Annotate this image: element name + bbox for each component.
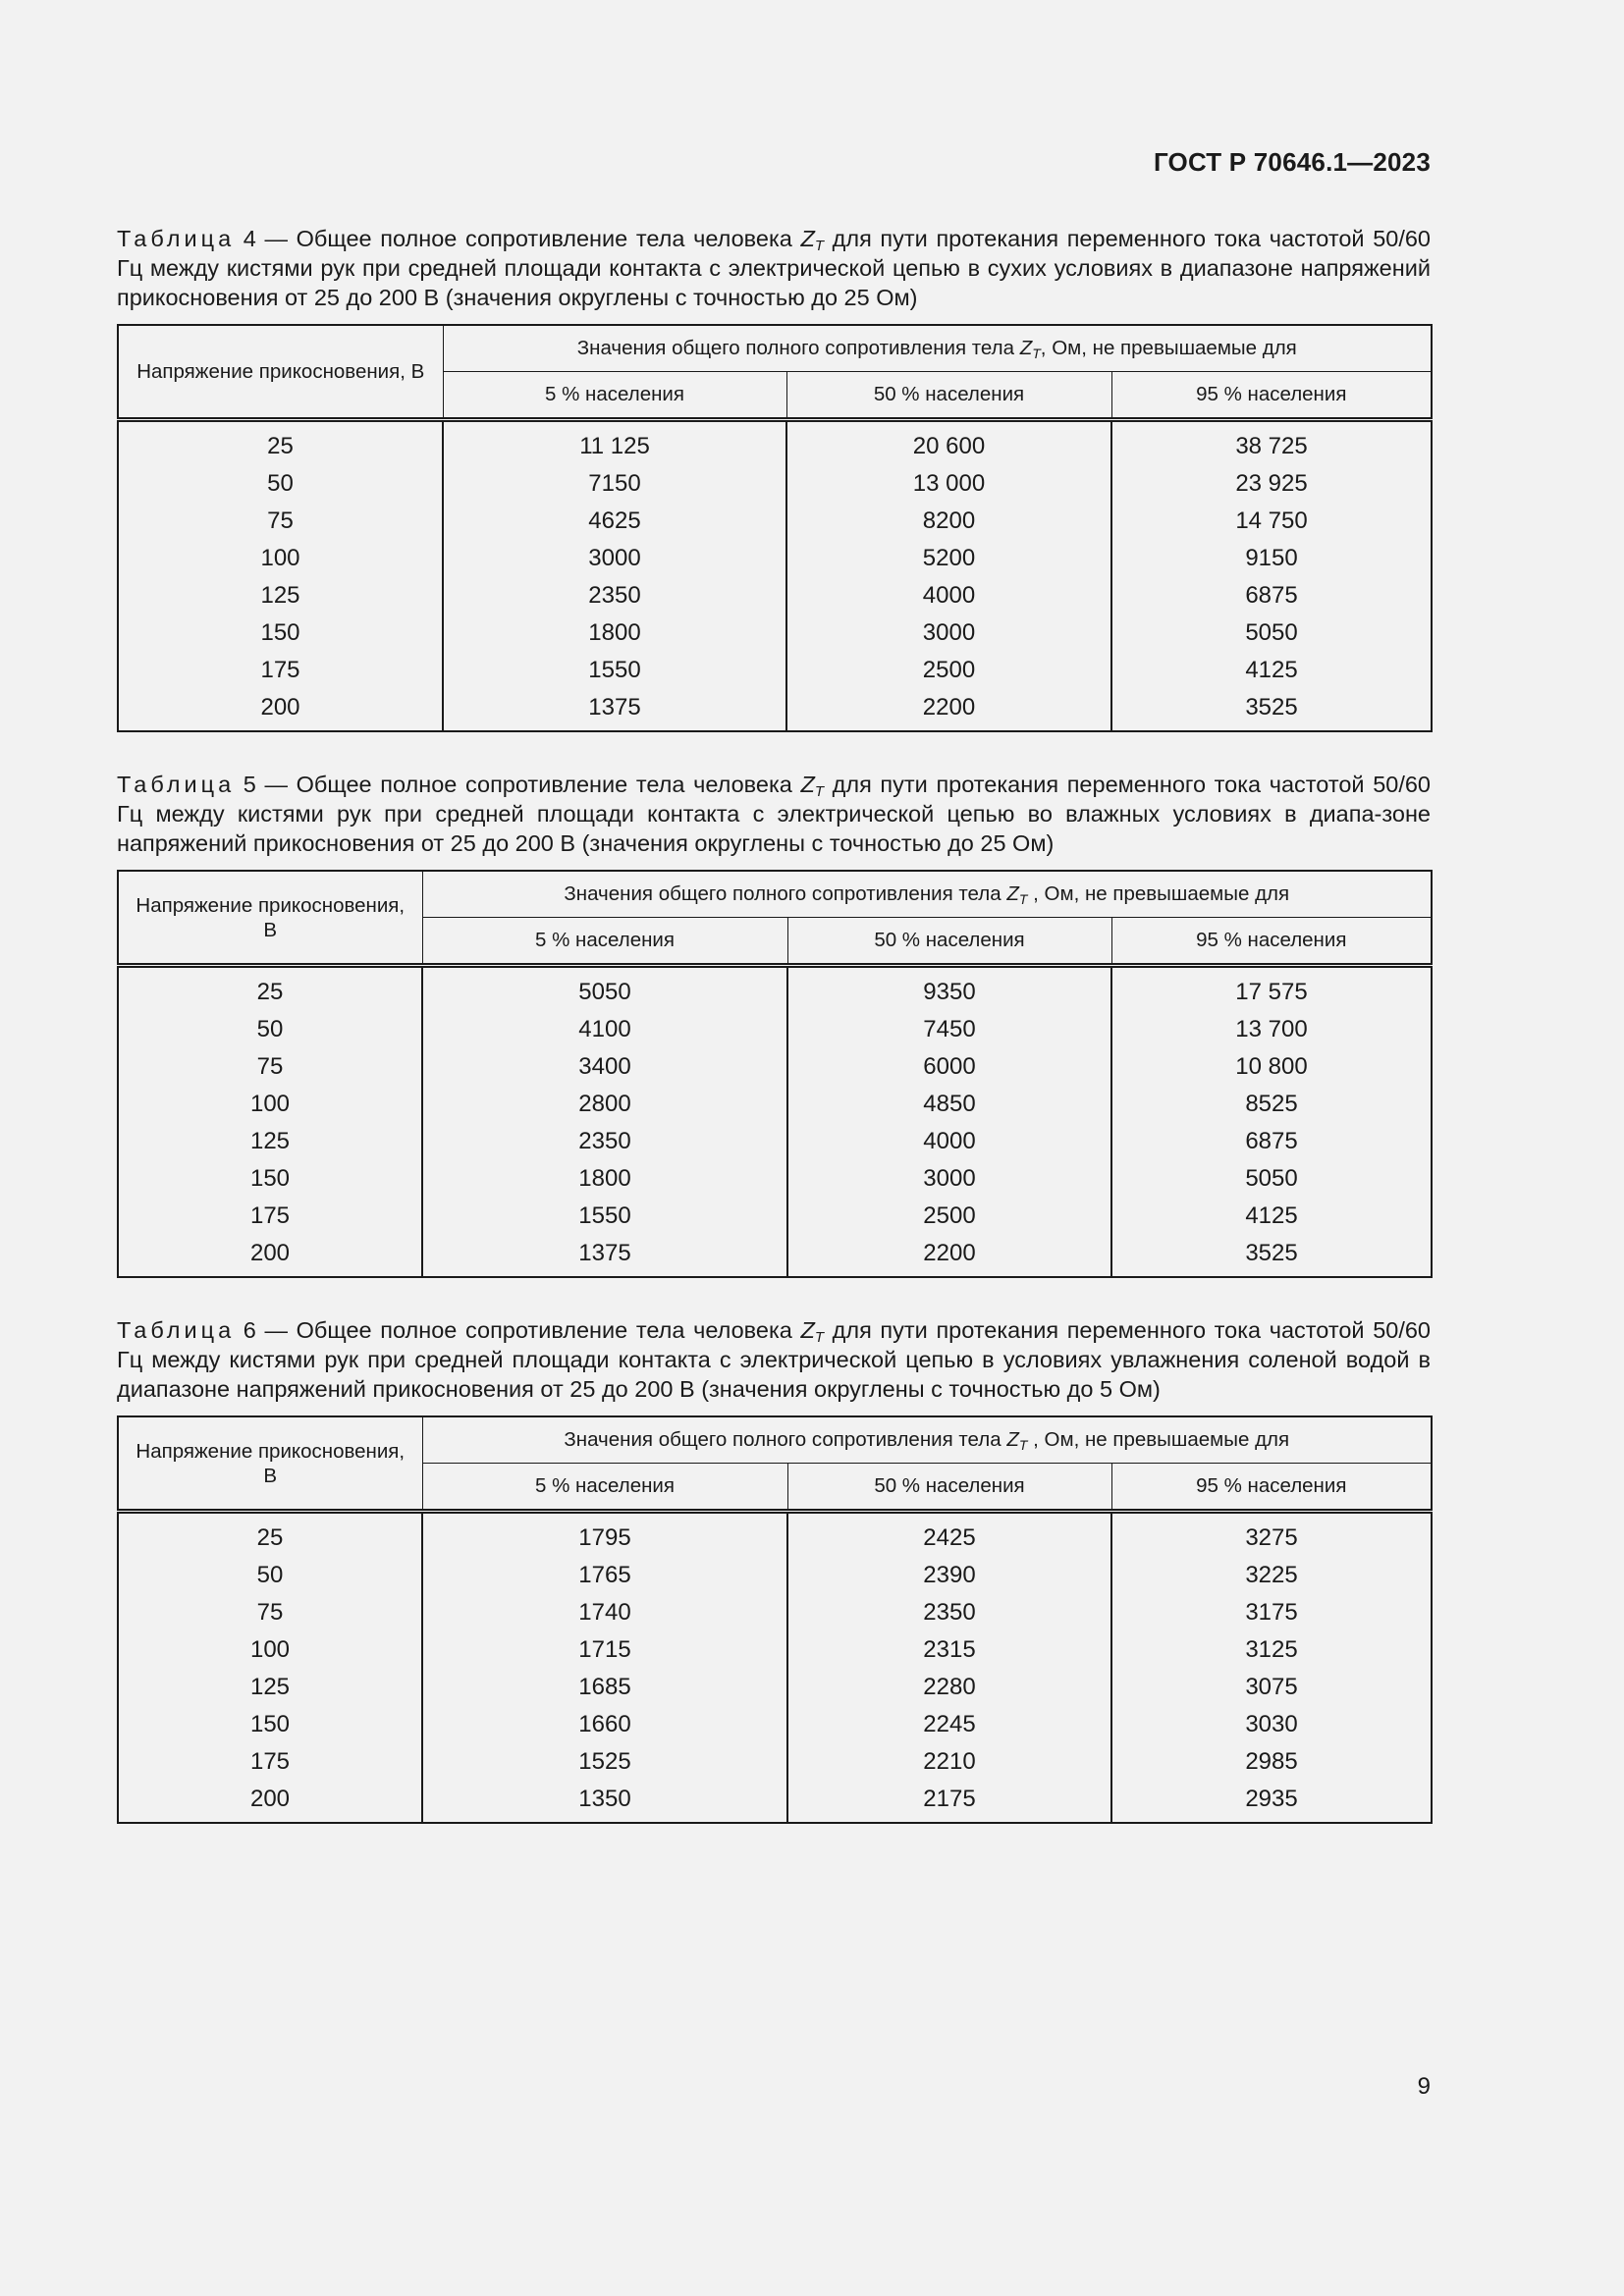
cell-value: 1795 bbox=[422, 1512, 787, 1558]
caption-label: Таблица bbox=[117, 772, 236, 797]
cell-voltage: 100 bbox=[118, 540, 443, 577]
cell-value: 9350 bbox=[787, 966, 1111, 1012]
cell-value: 1375 bbox=[443, 689, 786, 731]
cell-value: 5050 bbox=[422, 966, 787, 1012]
table-row bbox=[118, 1743, 1432, 1781]
table-row bbox=[118, 652, 1432, 689]
cell-value: 2245 bbox=[787, 1706, 1111, 1743]
cell-value: 2425 bbox=[787, 1512, 1111, 1558]
col-header-voltage: Напряжение прикосновения, В bbox=[118, 1416, 422, 1512]
cell-value: 17 575 bbox=[1111, 966, 1432, 1012]
cell-value: 8525 bbox=[1111, 1086, 1432, 1123]
col-header-5: 5 % населения bbox=[422, 1464, 787, 1512]
cell-value: 5200 bbox=[786, 540, 1111, 577]
table-row bbox=[118, 1594, 1432, 1631]
table-row bbox=[118, 1011, 1432, 1048]
cell-voltage: 125 bbox=[118, 1123, 422, 1160]
table-row bbox=[118, 1123, 1432, 1160]
cell-voltage: 175 bbox=[118, 1198, 422, 1235]
page-number: 9 bbox=[1417, 2073, 1431, 2100]
table-row bbox=[118, 966, 1432, 1012]
col-header-50: 50 % населения bbox=[787, 1464, 1111, 1512]
cell-value: 10 800 bbox=[1111, 1048, 1432, 1086]
cell-voltage: 25 bbox=[118, 1512, 422, 1558]
cell-value: 9150 bbox=[1111, 540, 1432, 577]
col-header-voltage: Напряжение прикосновения, В bbox=[118, 871, 422, 966]
cell-value: 2800 bbox=[422, 1086, 787, 1123]
cell-voltage: 100 bbox=[118, 1631, 422, 1669]
cell-value: 3400 bbox=[422, 1048, 787, 1086]
cell-value: 2500 bbox=[787, 1198, 1111, 1235]
table-caption: Таблица 5 — Общее полное сопротивление тела человека $Z_T$ для пути протекания переменного тока частотой 50/60 Гц между кистями рук при средней площади контакта с электрической цепью во влажных условиях в диапа-зоне напряжений прикосновения от 25 до 200 В (значения округлены с точностью до 25 Ом) bbox=[117, 772, 1431, 856]
cell-value: 4850 bbox=[787, 1086, 1111, 1123]
data-table bbox=[117, 324, 1433, 732]
cell-value: 7150 bbox=[443, 465, 786, 503]
cell-value: 2350 bbox=[787, 1594, 1111, 1631]
cell-value: 4125 bbox=[1111, 652, 1432, 689]
caption-label: Таблица bbox=[117, 226, 236, 251]
cell-value: 14 750 bbox=[1111, 503, 1432, 540]
cell-value: 1715 bbox=[422, 1631, 787, 1669]
cell-value: 4000 bbox=[787, 1123, 1111, 1160]
cell-value: 3030 bbox=[1111, 1706, 1432, 1743]
col-header-95: 95 % населения bbox=[1111, 372, 1432, 420]
table-row bbox=[118, 1235, 1432, 1277]
cell-value: 2935 bbox=[1111, 1781, 1432, 1823]
table-row bbox=[118, 614, 1432, 652]
cell-value: 13 700 bbox=[1111, 1011, 1432, 1048]
cell-voltage: 200 bbox=[118, 689, 443, 731]
cell-voltage: 75 bbox=[118, 1048, 422, 1086]
table-row bbox=[118, 540, 1432, 577]
cell-value: 1765 bbox=[422, 1557, 787, 1594]
cell-value: 6000 bbox=[787, 1048, 1111, 1086]
cell-value: 1525 bbox=[422, 1743, 787, 1781]
cell-voltage: 75 bbox=[118, 503, 443, 540]
cell-voltage: 175 bbox=[118, 652, 443, 689]
caption-label: Таблица bbox=[117, 1317, 236, 1343]
cell-voltage: 150 bbox=[118, 1160, 422, 1198]
table-body bbox=[118, 420, 1432, 732]
table-row bbox=[118, 1198, 1432, 1235]
cell-value: 5050 bbox=[1111, 614, 1432, 652]
col-header-95: 95 % населения bbox=[1111, 1464, 1432, 1512]
cell-voltage: 50 bbox=[118, 465, 443, 503]
cell-voltage: 50 bbox=[118, 1557, 422, 1594]
cell-value: 3075 bbox=[1111, 1669, 1432, 1706]
cell-value: 1375 bbox=[422, 1235, 787, 1277]
col-header-50: 50 % населения bbox=[787, 918, 1111, 966]
cell-value: 4125 bbox=[1111, 1198, 1432, 1235]
cell-value: 2390 bbox=[787, 1557, 1111, 1594]
cell-voltage: 25 bbox=[118, 966, 422, 1012]
cell-value: 2210 bbox=[787, 1743, 1111, 1781]
cell-voltage: 100 bbox=[118, 1086, 422, 1123]
table-row bbox=[118, 1557, 1432, 1594]
col-group-header: Значения общего полного сопротивления тела $Z_T$ , Ом, не превышаемые для bbox=[422, 871, 1432, 918]
table-6-section bbox=[117, 1315, 1431, 1824]
cell-value: 5050 bbox=[1111, 1160, 1432, 1198]
cell-value: 2200 bbox=[786, 689, 1111, 731]
table-row bbox=[118, 420, 1432, 466]
col-header-voltage: Напряжение прикосновения, В bbox=[118, 325, 443, 420]
cell-value: 2315 bbox=[787, 1631, 1111, 1669]
cell-value: 23 925 bbox=[1111, 465, 1432, 503]
cell-value: 1740 bbox=[422, 1594, 787, 1631]
cell-value: 1685 bbox=[422, 1669, 787, 1706]
symbol: Z bbox=[800, 1317, 815, 1343]
cell-value: 2350 bbox=[422, 1123, 787, 1160]
table-row bbox=[118, 1048, 1432, 1086]
cell-value: 3125 bbox=[1111, 1631, 1432, 1669]
cell-value: 3525 bbox=[1111, 1235, 1432, 1277]
cell-voltage: 50 bbox=[118, 1011, 422, 1048]
cell-value: 3000 bbox=[787, 1160, 1111, 1198]
table-row bbox=[118, 1706, 1432, 1743]
col-header-5: 5 % населения bbox=[422, 918, 787, 966]
cell-voltage: 125 bbox=[118, 1669, 422, 1706]
cell-voltage: 75 bbox=[118, 1594, 422, 1631]
table-body bbox=[118, 1512, 1432, 1824]
cell-value: 8200 bbox=[786, 503, 1111, 540]
cell-value: 2175 bbox=[787, 1781, 1111, 1823]
table-row bbox=[118, 1631, 1432, 1669]
cell-value: 7450 bbox=[787, 1011, 1111, 1048]
cell-value: 2500 bbox=[786, 652, 1111, 689]
cell-value: 1350 bbox=[422, 1781, 787, 1823]
table-row bbox=[118, 1669, 1432, 1706]
table-body bbox=[118, 966, 1432, 1278]
table-caption: Таблица 4 — Общее полное сопротивление тела человека $Z_T$ для пути протекания переменного тока частотой 50/60 Гц между кистями рук при средней площади контакта с электрической цепью в сухих условиях в диапазоне напряжений прикосновения от 25 до 200 В (значения округлены с точностью до 25 Ом) bbox=[117, 226, 1431, 310]
data-table bbox=[117, 1415, 1433, 1824]
cell-voltage: 175 bbox=[118, 1743, 422, 1781]
cell-voltage: 150 bbox=[118, 1706, 422, 1743]
cell-value: 4625 bbox=[443, 503, 786, 540]
cell-voltage: 25 bbox=[118, 420, 443, 466]
col-header-95: 95 % населения bbox=[1111, 918, 1432, 966]
cell-value: 1660 bbox=[422, 1706, 787, 1743]
symbol: Z bbox=[800, 772, 815, 797]
cell-voltage: 200 bbox=[118, 1235, 422, 1277]
table-row bbox=[118, 577, 1432, 614]
cell-value: 3525 bbox=[1111, 689, 1432, 731]
cell-voltage: 200 bbox=[118, 1781, 422, 1823]
cell-value: 38 725 bbox=[1111, 420, 1432, 466]
table-5-section bbox=[117, 770, 1431, 1278]
cell-value: 1800 bbox=[443, 614, 786, 652]
table-row bbox=[118, 503, 1432, 540]
cell-value: 3000 bbox=[443, 540, 786, 577]
col-group-header: Значения общего полного сопротивления тела $Z_T$ , Ом, не превышаемые для bbox=[422, 1416, 1432, 1464]
cell-value: 2200 bbox=[787, 1235, 1111, 1277]
cell-value: 2350 bbox=[443, 577, 786, 614]
table-row bbox=[118, 689, 1432, 731]
table-row bbox=[118, 465, 1432, 503]
cell-value: 3000 bbox=[786, 614, 1111, 652]
table-4-section bbox=[117, 224, 1431, 732]
cell-value: 11 125 bbox=[443, 420, 786, 466]
cell-value: 4100 bbox=[422, 1011, 787, 1048]
cell-value: 13 000 bbox=[786, 465, 1111, 503]
col-group-header: Значения общего полного сопротивления тела $Z_T$, Ом, не превышаемые для bbox=[443, 325, 1432, 372]
cell-voltage: 125 bbox=[118, 577, 443, 614]
table-row bbox=[118, 1781, 1432, 1823]
table-row bbox=[118, 1512, 1432, 1558]
symbol: Z bbox=[800, 226, 815, 251]
document-id: ГОСТ Р 70646.1—2023 bbox=[1153, 147, 1431, 177]
cell-value: 3225 bbox=[1111, 1557, 1432, 1594]
col-header-5: 5 % населения bbox=[443, 372, 786, 420]
cell-value: 1550 bbox=[422, 1198, 787, 1235]
cell-value: 2280 bbox=[787, 1669, 1111, 1706]
data-table bbox=[117, 870, 1433, 1278]
table-row bbox=[118, 1086, 1432, 1123]
cell-value: 2985 bbox=[1111, 1743, 1432, 1781]
table-row bbox=[118, 1160, 1432, 1198]
cell-value: 20 600 bbox=[786, 420, 1111, 466]
col-header-50: 50 % населения bbox=[786, 372, 1111, 420]
cell-voltage: 150 bbox=[118, 614, 443, 652]
cell-value: 3175 bbox=[1111, 1594, 1432, 1631]
cell-value: 1550 bbox=[443, 652, 786, 689]
cell-value: 6875 bbox=[1111, 1123, 1432, 1160]
cell-value: 1800 bbox=[422, 1160, 787, 1198]
table-caption: Таблица 6 — Общее полное сопротивление тела человека $Z_T$ для пути протекания переменного тока частотой 50/60 Гц между кистями рук при средней площади контакта с электрической цепью в условиях увлажнения соленой водой в диапазоне напряжений прикосновения от 25 до 200 В (значения округлены с точностью до 5 Ом) bbox=[117, 1317, 1431, 1402]
cell-value: 6875 bbox=[1111, 577, 1432, 614]
cell-value: 3275 bbox=[1111, 1512, 1432, 1558]
cell-value: 4000 bbox=[786, 577, 1111, 614]
